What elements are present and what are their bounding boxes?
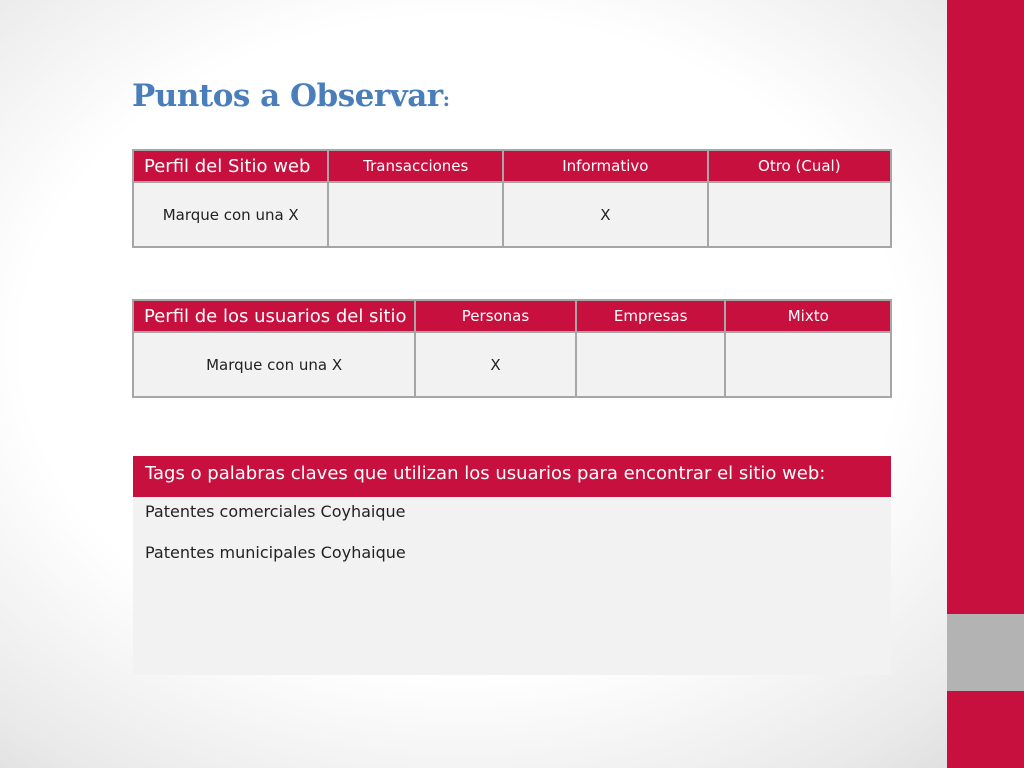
slide-title-text: Puntos a Observar	[132, 78, 443, 114]
site-profile-header-label: Perfil del Sitio web	[133, 150, 328, 182]
tag-item: Patentes municipales Coyhaique	[145, 543, 406, 562]
cell-personas[interactable]: X	[415, 332, 576, 397]
header-mixto: Mixto	[725, 300, 891, 332]
side-accent-bar-middle	[947, 614, 1024, 691]
user-profile-instruction: Marque con una X	[133, 332, 415, 397]
header-personas: Personas	[415, 300, 576, 332]
tags-box	[133, 456, 891, 675]
cell-informativo[interactable]: X	[503, 182, 707, 247]
header-empresas: Empresas	[576, 300, 726, 332]
cell-empresas[interactable]	[576, 332, 726, 397]
header-transacciones: Transacciones	[328, 150, 503, 182]
site-profile-table	[132, 149, 892, 248]
site-profile-instruction: Marque con una X	[133, 182, 328, 247]
cell-otro[interactable]	[708, 182, 891, 247]
tags-header: Tags o palabras claves que utilizan los usuarios para encontrar el sitio web:	[133, 456, 891, 497]
user-profile-header-label: Perfil de los usuarios del sitio	[133, 300, 415, 332]
site-profile-row	[133, 182, 891, 247]
header-otro: Otro (Cual)	[708, 150, 891, 182]
slide-title	[132, 78, 450, 114]
cell-mixto[interactable]	[725, 332, 891, 397]
cell-transacciones[interactable]	[328, 182, 503, 247]
tag-item: Patentes comerciales Coyhaique	[145, 502, 406, 521]
slide-title-colon: :	[442, 87, 450, 111]
side-accent-bar-top	[947, 0, 1024, 614]
user-profile-table	[132, 299, 892, 398]
user-profile-header-row	[133, 300, 891, 332]
side-accent-bar-bottom	[947, 691, 1024, 768]
user-profile-row	[133, 332, 891, 397]
header-informativo: Informativo	[503, 150, 707, 182]
site-profile-header-row	[133, 150, 891, 182]
